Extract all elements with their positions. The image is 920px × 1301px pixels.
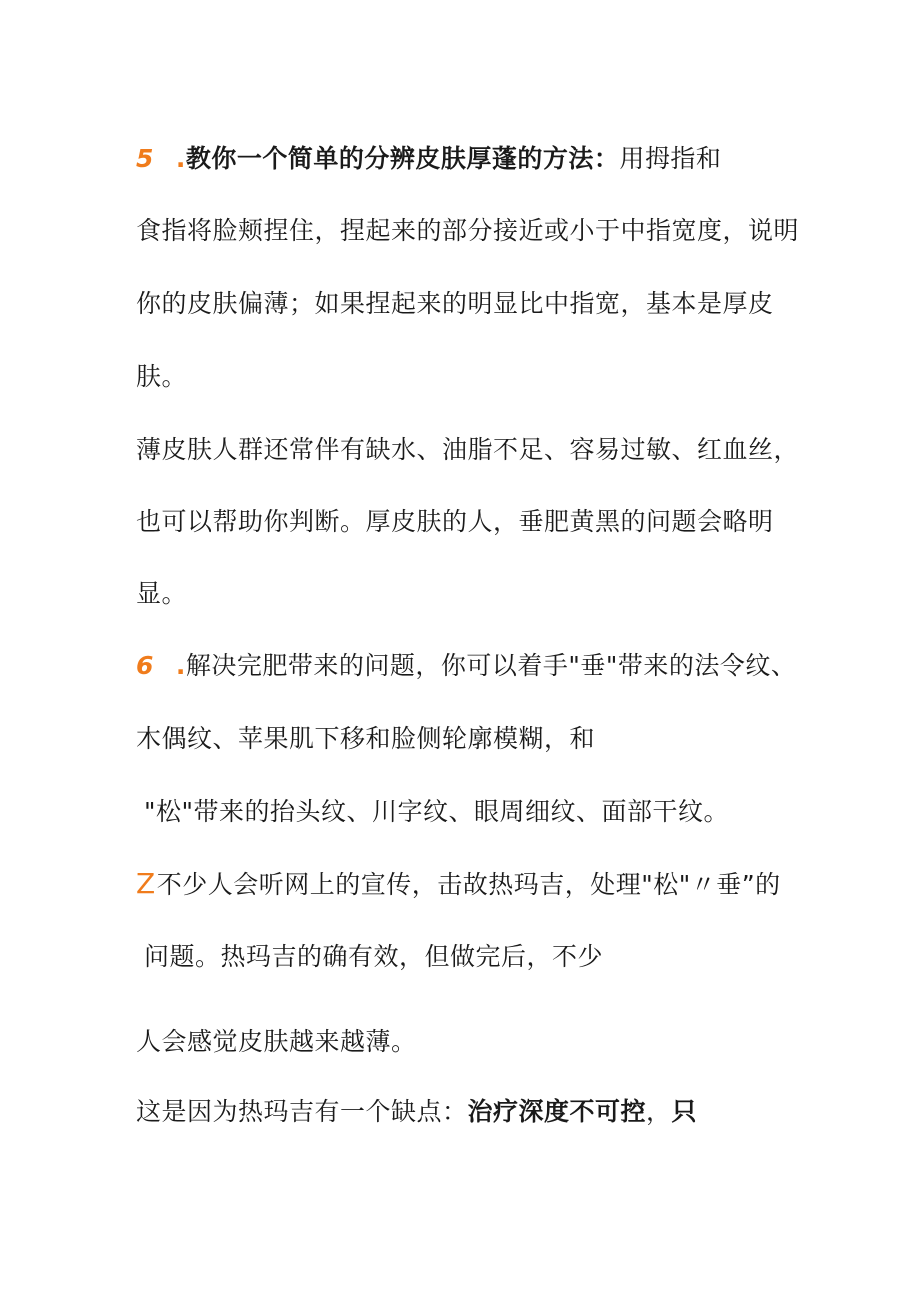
item5-line-3: 肤。 xyxy=(136,362,188,391)
item7-line-2: 人会感觉皮肤越来越薄。 xyxy=(136,1027,417,1056)
item5-line-2: 你的皮肤偏薄；如果捏起来的明显比中指宽，基本是厚皮 xyxy=(136,289,774,318)
item7-marker: Z xyxy=(136,867,156,900)
item5-number: 5 xyxy=(136,144,154,173)
item6-line-2: "松"带来的抬头纹、川字纹、眼周细纹、面部干纹。 xyxy=(144,797,730,826)
item5-heading: 教你一个简单的分辨皮肤厚蓬的方法： xyxy=(185,144,620,173)
item5-lead: 用拇指和 xyxy=(619,144,722,173)
reason-bold: 治疗深度不可控 xyxy=(467,1097,647,1126)
reason-comma: ， xyxy=(646,1097,672,1126)
item6-line-1: 木偶纹、苹果肌下移和脸侧轮廓模糊，和 xyxy=(136,724,596,753)
item6-dot: . xyxy=(175,651,186,680)
item5-first-line xyxy=(136,143,721,175)
item5-dot: . xyxy=(175,144,186,173)
item7-line-1: 问题。热玛吉的确有效，但做完后，不少 xyxy=(144,942,604,971)
thin-skin-line-3: 显。 xyxy=(136,579,188,608)
item7-line-0: 不少人会听网上的宣传，击故热玛吉，处理"松"〃垂”的 xyxy=(156,870,781,899)
reason-bold2: 只 xyxy=(671,1097,698,1126)
item6-line-0: 解决完肥带来的问题，你可以着手"垂"带来的法令纹、 xyxy=(185,651,797,680)
reason-line xyxy=(136,1096,697,1128)
item7-first-line xyxy=(136,868,781,901)
item6-first-line xyxy=(136,650,796,682)
item6-number: 6 xyxy=(136,651,154,680)
thin-skin-line-1: 薄皮肤人群还常伴有缺水、油脂不足、容易过敏、红血丝， xyxy=(136,435,800,464)
thin-skin-line-2: 也可以帮助你判断。厚皮肤的人，垂肥黄黑的问题会略明 xyxy=(136,507,774,536)
item5-line-1: 食指将脸颊捏住，捏起来的部分接近或小于中指宽度，说明 xyxy=(136,216,800,245)
reason-text: 这是因为热玛吉有一个缺点： xyxy=(136,1097,468,1126)
